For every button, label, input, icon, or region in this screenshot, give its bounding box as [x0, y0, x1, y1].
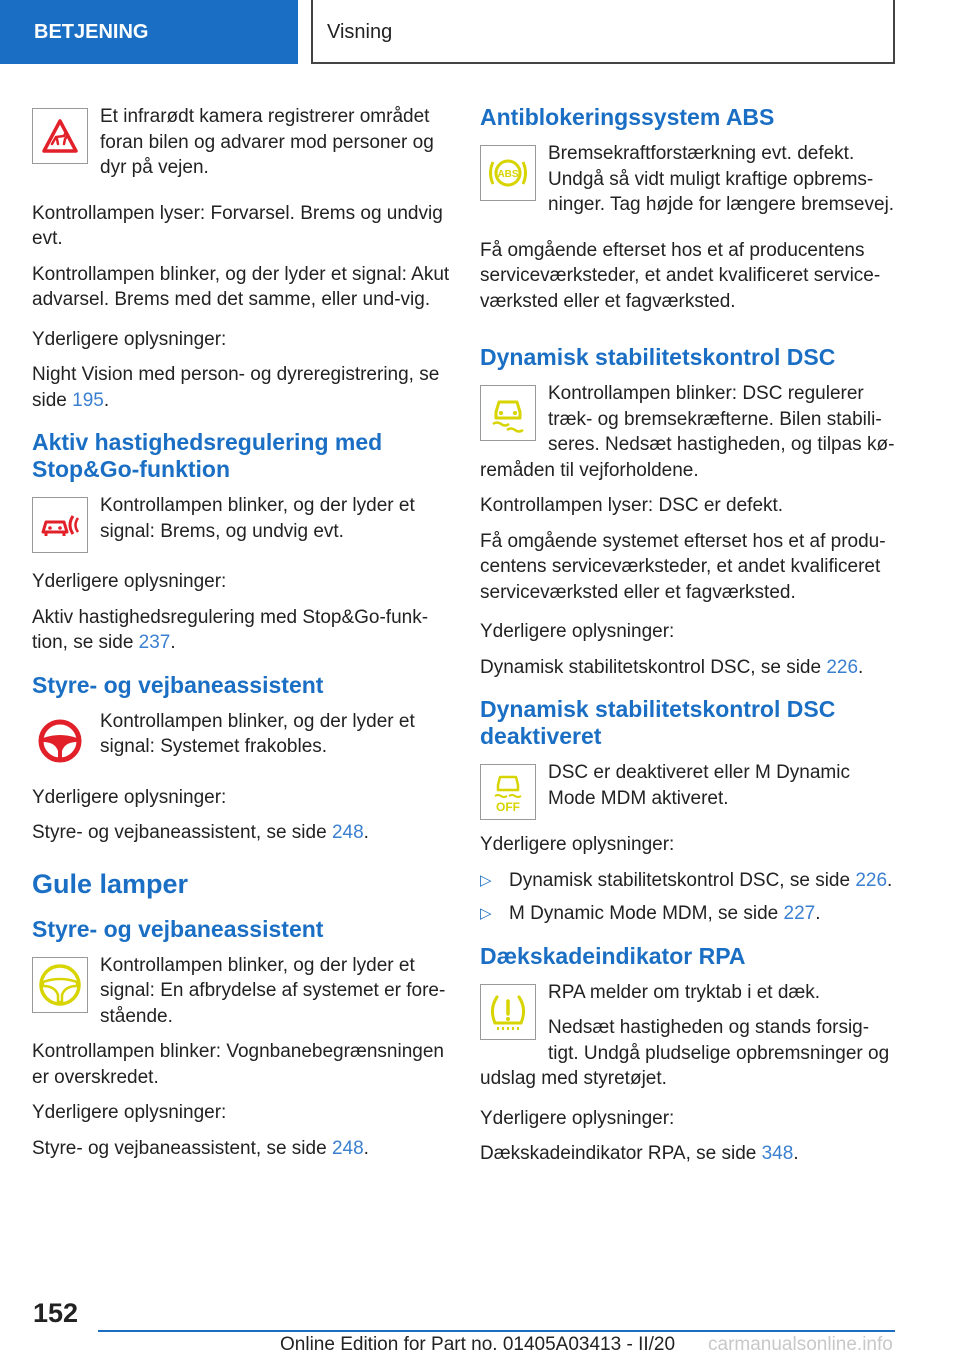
rpa-desc2: Nedsæt hastigheden og stands forsig-tigt. Undgå pludselige opbremsninger og udslag med styretøjet. — [480, 1017, 890, 1089]
abs-desc: Bremsekraftforstærkning evt. defekt. Undgå så vidt muligt kraftige opbrems-ninger. Tag højde for længere bremsevej. — [548, 143, 895, 215]
bullet-icon: ▷ — [480, 871, 492, 889]
lane-yellow-desc: Kontrollampen blinker, og der lyder et signal: En afbrydelse af systemet er fore-stående. — [100, 954, 446, 1027]
acc-desc: Kontrollampen blinker, og der lyder et signal: Brems, og undvig evt. — [100, 495, 415, 542]
bullet-icon: ▷ — [480, 905, 492, 922]
acc-heading: Aktiv hastighedsregulering med Stop&Go-funktion — [32, 429, 383, 482]
abs-icon — [480, 145, 536, 201]
nightvision-desc: Et infrarødt kamera registrerer området foran bilen og advarer mod personer og dyr på vejen. — [100, 106, 434, 178]
dsc-desc: Kontrollampen blinker: DSC regulerer træk- og bremsekræfterne. Bilen stabili-seres. Nedsæt hastigheden, og tilpas kø-remåden til vejforholdene. — [480, 383, 895, 481]
acc-collision-icon — [32, 497, 88, 553]
left-column — [32, 104, 450, 1171]
rpa-desc1: RPA melder om tryktab i et dæk. — [548, 981, 821, 1003]
list-item: ▷ Dynamisk stabilitetskontrol DSC, se side 226. — [480, 868, 898, 894]
rpa-more: Yderligere oplysninger: — [480, 1107, 675, 1129]
lane-red-heading: Styre- og vejbaneassistent — [32, 671, 324, 698]
lane-yellow-more: Yderligere oplysninger: — [32, 1102, 227, 1123]
dsc-off-icon — [480, 764, 536, 820]
footer-divider — [98, 1330, 895, 1332]
dsc-block — [480, 381, 898, 483]
acc-more: Yderligere oplysninger: — [32, 571, 227, 592]
acc-block — [32, 493, 450, 555]
nightvision-more: Yderligere oplysninger: — [32, 328, 227, 350]
dsc-off-more: Yderligere oplysninger: — [480, 834, 675, 855]
page-link[interactable]: 226 — [855, 869, 888, 891]
page-number: 152 — [33, 1298, 79, 1328]
page-link[interactable]: 248 — [331, 1137, 364, 1159]
watermark: carmanualsonline.info — [708, 1334, 893, 1355]
yellow-lamps-heading: Gule lamper — [32, 868, 189, 899]
rpa-ref: Dækskadeindikator RPA, se side 348. — [480, 1143, 799, 1164]
list-item: ▷ M Dynamic Mode MDM, se side 227. — [480, 901, 898, 927]
deer-warning-icon — [32, 108, 88, 164]
nightvision-p1: Kontrollampen lyser: Forvarsel. Brems og undvig evt. — [32, 202, 443, 249]
page-link[interactable]: 226 — [826, 656, 859, 678]
acc-ref: Aktiv hastighedsregulering med Stop&Go-funk-tion, se side 237. — [32, 606, 429, 653]
nightvision-block — [32, 104, 450, 191]
abs-p1: Få omgående efterset hos et af producentens serviceværksteder, et andet kvalificeret service-værksted eller et fagværksted. — [480, 239, 881, 312]
steering-wheel-icon — [32, 713, 88, 769]
page-link[interactable]: 227 — [783, 903, 816, 924]
rpa-block — [480, 980, 898, 1092]
lane-yellow-p1: Kontrollampen blinker: Vognbanebegrænsningen er overskredet. — [32, 1041, 444, 1088]
dsc-icon — [480, 385, 536, 441]
page-link[interactable]: 348 — [761, 1143, 794, 1164]
dsc-more: Yderligere oplysninger: — [480, 621, 675, 642]
lane-yellow-heading: Styre- og vejbaneassistent — [32, 915, 324, 942]
svg-text:OFF: OFF — [496, 800, 520, 814]
page-link[interactable]: 237 — [138, 632, 171, 653]
lane-red-more: Yderligere oplysninger: — [32, 786, 227, 808]
steering-wheel-icon — [32, 957, 88, 1013]
dsc-off-block — [480, 760, 898, 822]
svg-text:ABS: ABS — [497, 169, 519, 180]
nightvision-ref: Night Vision med person- og dyreregistrering, se side 195. — [32, 364, 440, 411]
lane-yellow-block — [32, 953, 450, 1030]
tire-pressure-icon — [480, 984, 536, 1040]
section-tab: BETJENING — [0, 0, 298, 64]
dsc-heading: Dynamisk stabilitetskontrol DSC — [480, 344, 836, 370]
dsc-ref: Dynamisk stabilitetskontrol DSC, se side 226. — [480, 656, 864, 678]
nightvision-p2: Kontrollampen blinker, og der lyder et signal: Akut advarsel. Brems med det samme, eller und-vig. — [32, 263, 450, 310]
dsc-off-desc: DSC er deaktiveret eller M Dynamic Mode MDM aktiveret. — [548, 762, 850, 809]
edition-info: Online Edition for Part no. 01405A03413 - II/20 — [280, 1334, 676, 1355]
page-link[interactable]: 195 — [72, 389, 104, 411]
page-link[interactable]: 248 — [331, 822, 364, 843]
rpa-heading: Dækskadeindikator RPA — [480, 942, 746, 969]
lane-red-ref: Styre- og vejbaneassistent, se side 248. — [32, 822, 369, 843]
right-column — [480, 104, 898, 1177]
lane-red-block — [32, 709, 450, 771]
dsc-p1: Kontrollampen lyser: DSC er defekt. — [480, 495, 784, 516]
lane-red-desc: Kontrollampen blinker, og der lyder et signal: Systemet frakobles. — [100, 710, 415, 757]
abs-block — [480, 141, 898, 228]
subsection-title: Visning — [311, 0, 895, 64]
abs-heading: Antiblokeringssystem ABS — [480, 104, 775, 130]
dsc-p2: Få omgående systemet efterset hos et af produ-centens serviceværksteder, et andet kvalificeret serviceværksted eller et fagværksted. — [480, 530, 886, 603]
dsc-off-heading: Dynamisk stabilitetskontrol DSC deaktiveret — [480, 696, 836, 749]
lane-yellow-ref: Styre- og vejbaneassistent, se side 248. — [32, 1137, 369, 1159]
